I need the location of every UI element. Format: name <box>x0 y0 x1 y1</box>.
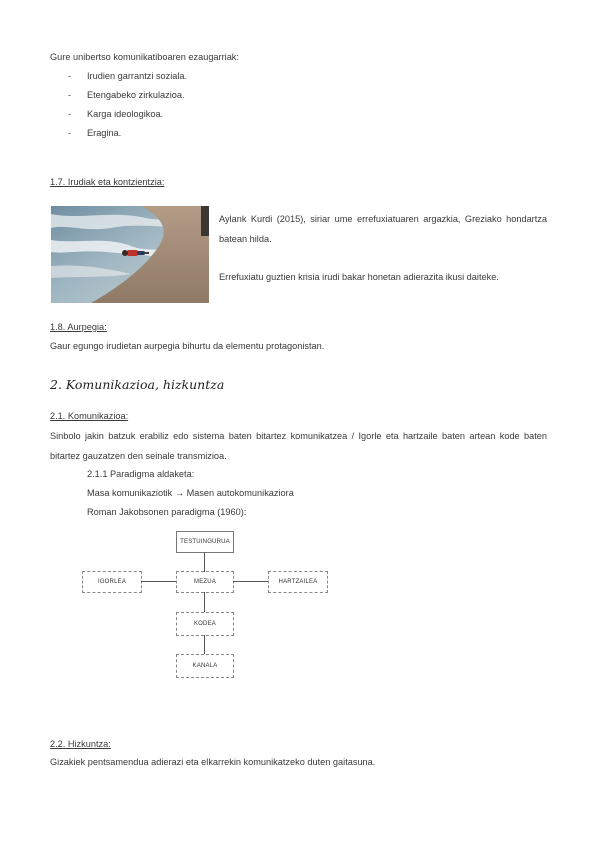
list-bullet: - <box>68 109 72 119</box>
section-1-7-title: 1.7. Irudiak eta kontzientzia: <box>50 177 165 187</box>
diagram-code-box: KODEA <box>176 612 234 636</box>
diagram-receiver-box: HARTZAILEA <box>268 571 328 593</box>
diagram-sender-box: IGORLEA <box>82 571 142 593</box>
diagram-connector <box>204 552 205 572</box>
section-2-2-title: 2.2. Hizkuntza: <box>50 739 111 749</box>
diagram-connector <box>204 635 205 654</box>
photo-caption-2: Errefuxiatu guztien krisia irudi bakar honetan adierazita ikusi daiteke. <box>219 272 499 282</box>
paradigm-shift-text: Masa komunikaziotik → Masen autokomunikaziora <box>87 488 294 498</box>
section-1-8-title: 1.8. Aurpegia: <box>50 322 107 332</box>
list-bullet: - <box>68 90 72 100</box>
list-item: Etengabeko zirkulazioa. <box>87 90 185 100</box>
jakobson-paradigm-text: Roman Jakobsonen paradigma (1960): <box>87 507 247 517</box>
diagram-context-box: TESTUINGURUA <box>176 531 234 553</box>
diagram-message-box: MEZUA <box>176 571 234 593</box>
diagram-channel-box: KANALA <box>176 654 234 678</box>
list-item: Eragina. <box>87 128 122 138</box>
list-bullet: - <box>68 71 72 81</box>
intro-heading: Gure unibertso komunikatiboaren ezaugarriak: <box>50 52 239 62</box>
photo-caption: Aylank Kurdi (2015), siriar ume errefuxiatuaren argazkia, Greziako hondartza batean hilda. <box>219 214 547 244</box>
subsection-2-1-1-title: 2.1.1 Paradigma aldaketa: <box>87 469 195 479</box>
section-2-heading: 2. Komunikazioa, hizkuntza <box>50 377 225 392</box>
section-2-1-text: Sinbolo jakin batzuk erabiliz edo sistema baten bitartez komunikatzea / Igorle eta hartzaile baten artean kode baten bitartez gauzatzen den seinale transmizioa. <box>50 431 547 461</box>
diagram-connector <box>141 581 176 582</box>
section-1-8-text: Gaur egungo irudietan aurpegia bihurtu da elementu protagonistan. <box>50 341 325 351</box>
list-bullet: - <box>68 128 72 138</box>
list-item: Karga ideologikoa. <box>87 109 164 119</box>
beach-photo <box>51 206 209 303</box>
section-2-1-title: 2.1. Komunikazioa: <box>50 411 129 421</box>
list-item: Irudien garrantzi soziala. <box>87 71 188 81</box>
diagram-connector <box>233 581 268 582</box>
section-2-2-text: Gizakiek pentsamendua adierazi eta elkarrekin komunikatzeko duten gaitasuna. <box>50 757 376 767</box>
diagram-connector <box>204 592 205 612</box>
